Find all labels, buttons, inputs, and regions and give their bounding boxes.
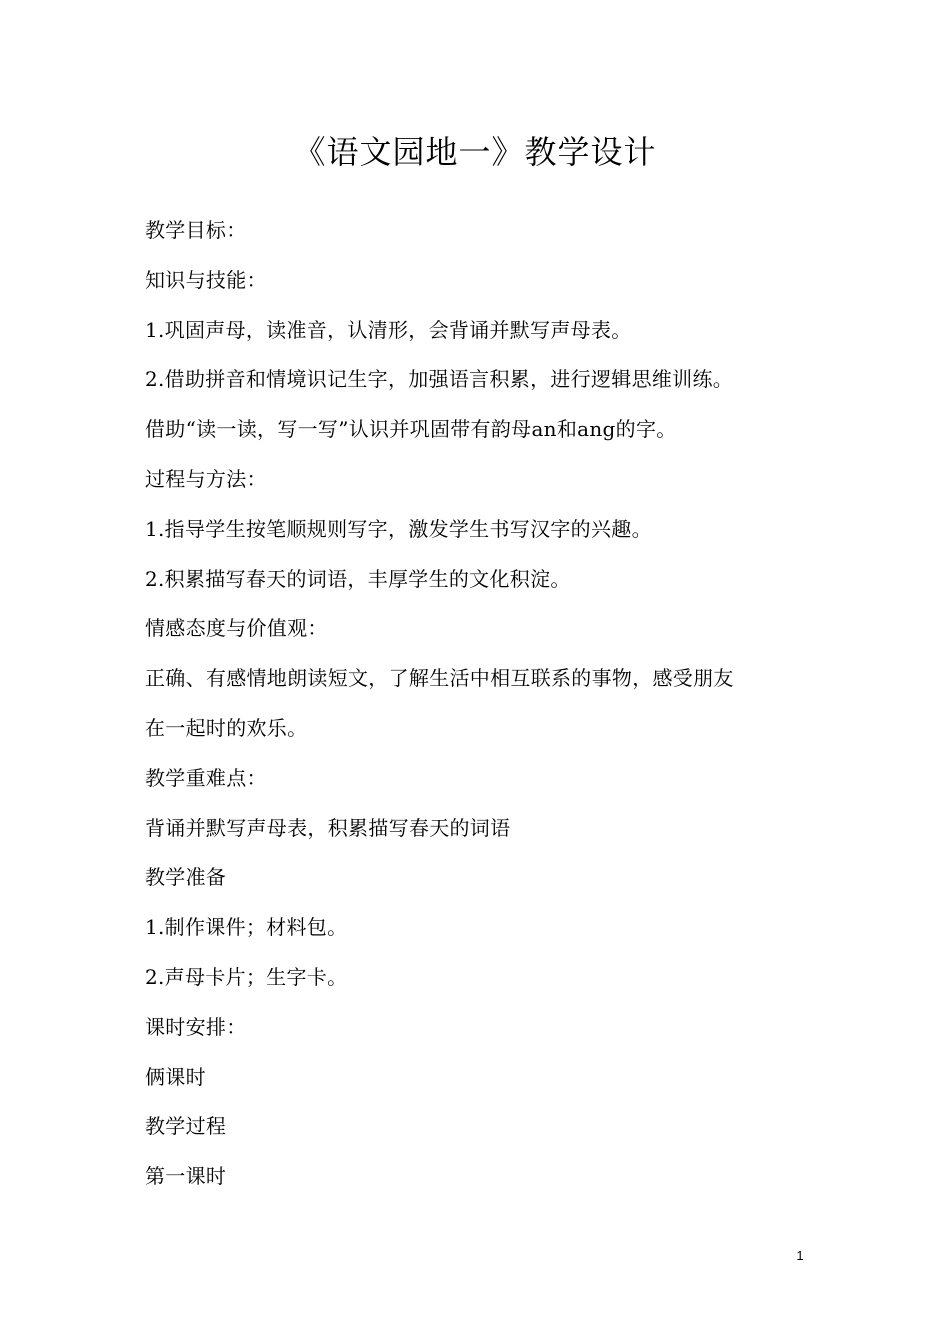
- heading-teaching-objectives: 教学目标：: [145, 218, 247, 242]
- text-line: 背诵并默写声母表，积累描写春天的词语: [145, 815, 511, 840]
- page-number: 1: [796, 1248, 804, 1263]
- text-line: 2.借助拼音和情境识记生字，加强语言积累，进行逻辑思维训练。: [145, 367, 734, 392]
- heading-teaching-process: 教学过程: [145, 1114, 227, 1139]
- document-title: 《语文园地一》教学设计: [293, 133, 657, 171]
- heading-schedule: 课时安排：: [145, 1014, 247, 1039]
- text-line: 2.积累描写春天的词语，丰厚学生的文化积淀。: [145, 566, 571, 591]
- subheading-first-lesson: 第一课时: [145, 1164, 227, 1189]
- heading-key-difficulties: 教学重难点：: [145, 765, 267, 790]
- text-line: 借助“读一读，写一写”认识并巩固带有韵母an和ang的字。: [145, 417, 677, 442]
- text-line: 1.巩固声母，读准音，认清形，会背诵并默写声母表。: [145, 317, 632, 342]
- text-line: 在一起时的欢乐。: [145, 715, 308, 740]
- text-line: 1.制作课件；材料包。: [145, 915, 348, 940]
- subheading-process-methods: 过程与方法：: [145, 466, 267, 491]
- text-line: 正确、有感情地朗读短文，了解生活中相互联系的事物，感受朋友: [145, 666, 734, 691]
- subheading-emotion-values: 情感态度与价值观：: [145, 616, 328, 641]
- text-line: 1.指导学生按笔顺规则写字，激发学生书写汉字的兴趣。: [145, 516, 652, 541]
- text-line: 2.声母卡片；生字卡。: [145, 964, 348, 989]
- document-body: [145, 206, 825, 1202]
- subheading-knowledge-skills: 知识与技能：: [145, 267, 267, 292]
- heading-preparation: 教学准备: [145, 865, 227, 890]
- text-line: 俩课时: [145, 1064, 206, 1089]
